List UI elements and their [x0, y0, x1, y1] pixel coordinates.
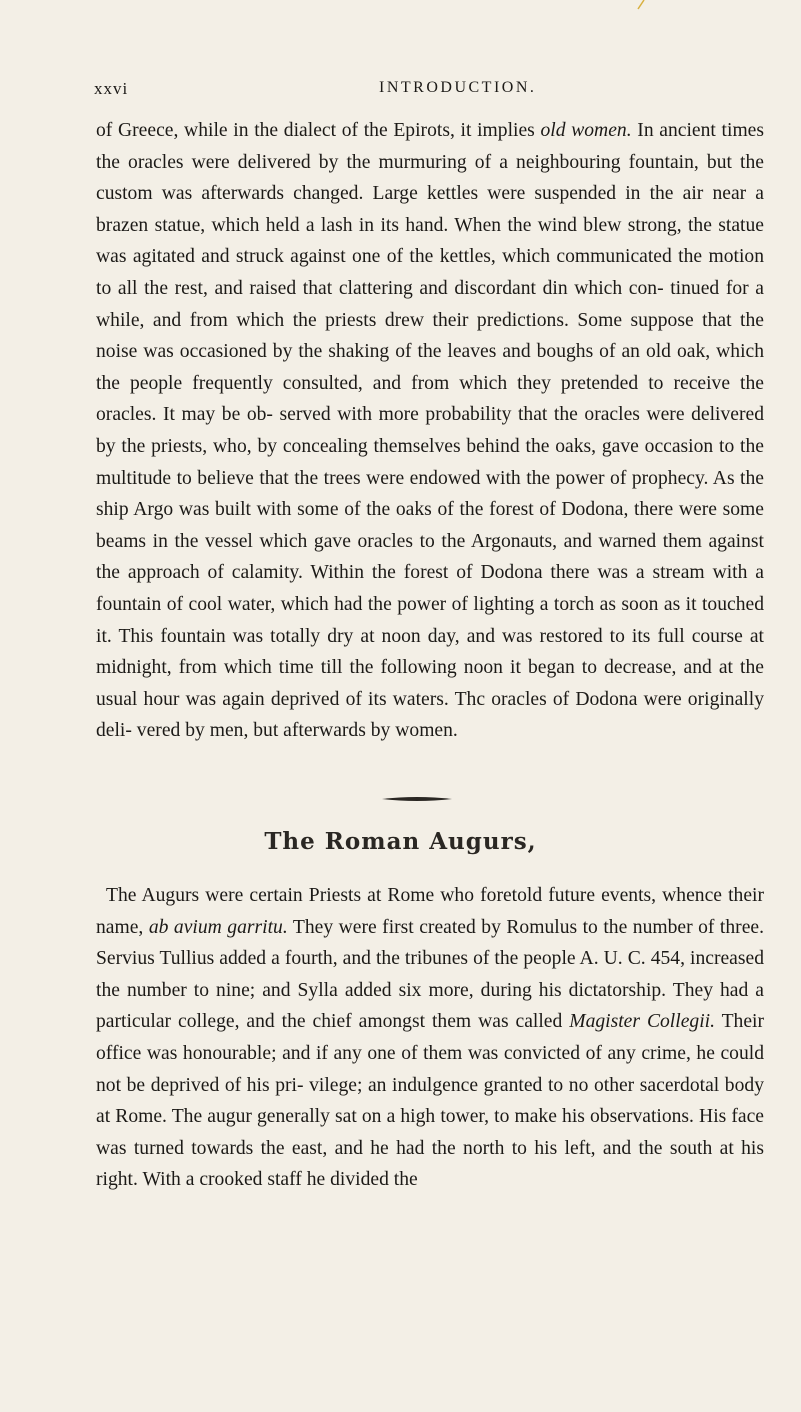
paragraph-augurs — [96, 880, 764, 1196]
paragraph-part: They were first created by Romulus to the number of three. Servius Tullius added a fourth, and the tribunes of the people A. U. C. 454, increased the number to nine; and Sylla added six more, during his dictatorship. They had a particular college, and the chief amongst them was called — [96, 916, 764, 1033]
page-header — [94, 79, 754, 109]
italic-phrase: Magister Collegii. — [569, 1011, 715, 1033]
section-title: The Roman Augurs, — [264, 828, 537, 855]
page-number: xxvi — [94, 79, 129, 98]
paragraph-text — [96, 115, 764, 747]
section-divider — [382, 796, 452, 802]
paragraph-intro: of Greece, while in the dialect of the Epirots, it implies — [96, 120, 541, 141]
italic-phrase: ab avium garritu. — [148, 916, 288, 938]
paragraph-dodona — [96, 115, 764, 747]
printer-mark-icon — [637, 0, 645, 10]
italic-phrase: old women. — [540, 120, 632, 141]
paragraph-text — [96, 880, 764, 1196]
paragraph-body: In ancient times the oracles were delivered by the murmuring of a neighbouring fountain, but the custom was afterwards changed. Large kettles were suspended in the air near a brazen statue, which held a lash in its hand. When the wind blew strong, the statue was agitated and struck against one of the kettles, which communicated the motion to all the rest, and raised that clattering and discordant din which con- tinued for a while, and from which the priests drew their predictions. Some suppose that the noise was occasioned by the shaking of the leaves and boughs of an old oak, which the people frequently consulted, and from which they pretended to receive the oracles. It may be ob- served with more probability that the oracles were delivered by the priests, who, by concealing themselves behind the oaks, gave occasion to the multitude to believe that the trees were endowed with the power of prophecy. As the ship Argo was built with some of the oaks of the forest of Dodona, there were some beams in the vessel which gave oracles to the Argonauts, and warned them against the approach of calamity. Within the forest of Dodona there was a stream with a fountain of cool water, which had the power of lighting a torch as soon as it touched it. This fountain was totally dry at noon day, and was restored to its full course at midnight, from which time till the following noon it began to decrease, and at the usual hour was again deprived of its waters. Thc oracles of Dodona were originally deli- vered by men, but afterwards by women. — [96, 120, 765, 742]
running-head: INTRODUCTION. — [379, 79, 537, 96]
paragraph-part: The Augurs were certain Priests at Rome who foretold future events, whence their name, — [96, 885, 764, 938]
paragraph-part: Their office was honourable; and if any one of them was convicted of any crime, he could not be deprived of his pri- vilege; an indulgence granted to no other sacerdotal body at Rome. The augur generally sat on a high tower, to make his observations. His face was turned towards the east, and he had the north to his left, and the south at his right. With a crooked staff he divided the — [96, 1011, 765, 1191]
